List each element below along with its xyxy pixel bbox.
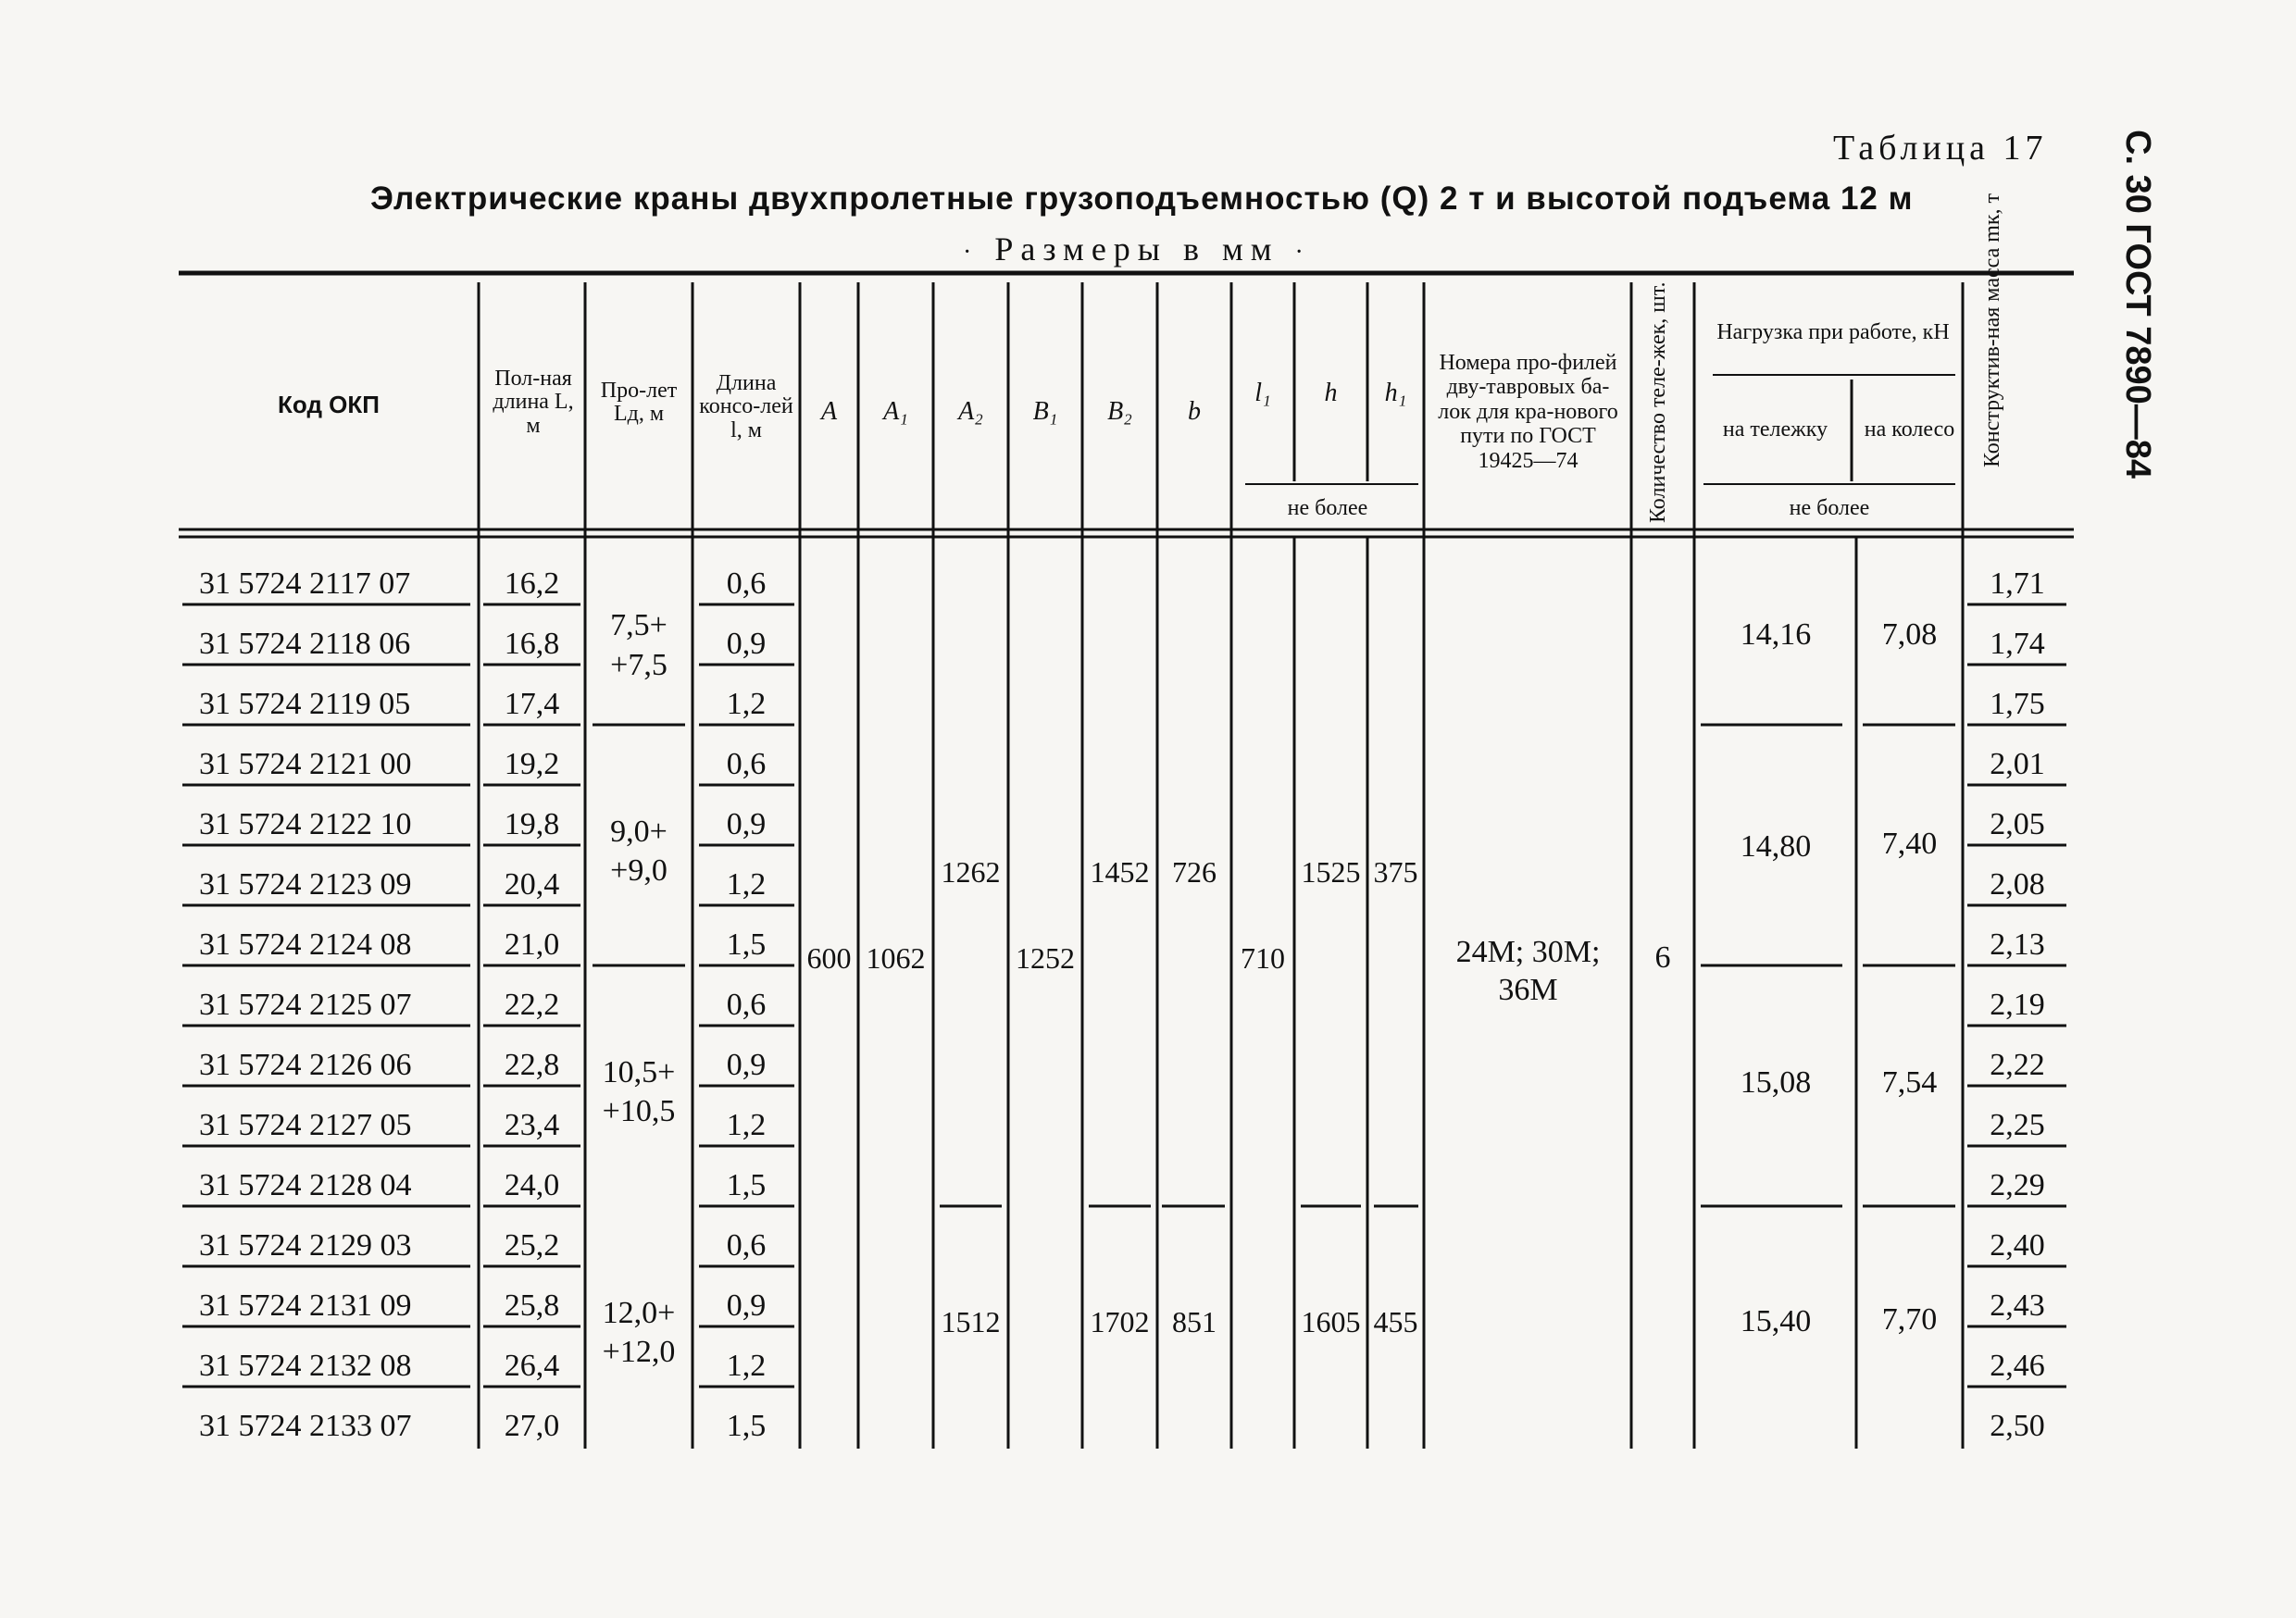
- row-console: 1,5: [726, 1409, 767, 1443]
- header-load-wheel: на колесо: [1864, 417, 1955, 442]
- span-group: 10,5+ +10,5: [602, 1054, 676, 1128]
- row-code: 31 5724 2127 05: [199, 1108, 412, 1142]
- row-mass: 2,22: [1990, 1048, 2045, 1082]
- row-full-length: 23,4: [504, 1108, 560, 1142]
- row-console: 1,5: [726, 927, 767, 962]
- header-not-more-2: не более: [1789, 496, 1870, 521]
- row-code: 31 5724 2124 08: [199, 927, 412, 962]
- row-console: 1,5: [726, 1168, 767, 1202]
- row-mass: 1,74: [1990, 627, 2045, 661]
- row-code: 31 5724 2121 00: [199, 747, 412, 781]
- row-mass: 2,43: [1990, 1288, 2045, 1323]
- row-full-length: 19,8: [504, 807, 560, 841]
- dim-h: 1605: [1301, 1305, 1361, 1338]
- row-full-length: 20,4: [504, 867, 560, 902]
- table-name: Таблица 17: [1833, 129, 2048, 168]
- row-full-length: 22,2: [504, 988, 560, 1022]
- dim-h1: 375: [1373, 855, 1418, 889]
- row-code: 31 5724 2123 09: [199, 867, 412, 902]
- trolley-count: 6: [1654, 940, 1671, 975]
- row-mass: 2,40: [1990, 1228, 2045, 1263]
- row-console: 0,6: [726, 988, 767, 1022]
- header-h1: h₁: [1384, 379, 1407, 408]
- row-full-length: 24,0: [504, 1168, 560, 1202]
- side-page-label: С. 30 ГОСТ 7890—84: [2118, 130, 2157, 479]
- header-profiles: Номера про-филей дву-тавровых ба-лок для кра-нового пути по ГОСТ 19425—74: [1438, 351, 1618, 473]
- row-full-length: 16,8: [504, 627, 560, 661]
- header-trolleys: Количество теле-жек, шт.: [1646, 281, 1670, 523]
- dim-l1: 710: [1241, 941, 1285, 975]
- row-console: 0,6: [726, 566, 767, 601]
- row-console: 0,6: [726, 747, 767, 781]
- row-full-length: 22,8: [504, 1048, 560, 1082]
- load-trolley: 15,40: [1740, 1303, 1812, 1338]
- dim-B1: 1252: [1016, 941, 1075, 975]
- row-console: 0,9: [726, 1048, 767, 1082]
- row-code: 31 5724 2128 04: [199, 1168, 412, 1202]
- row-full-length: 21,0: [504, 927, 560, 962]
- row-code: 31 5724 2125 07: [199, 988, 412, 1022]
- load-wheel: 7,08: [1881, 616, 1938, 652]
- row-mass: 2,05: [1990, 807, 2045, 841]
- row-code: 31 5724 2132 08: [199, 1349, 412, 1383]
- row-code: 31 5724 2117 07: [199, 566, 411, 601]
- row-full-length: 27,0: [504, 1409, 560, 1443]
- row-mass: 2,01: [1990, 747, 2045, 781]
- row-full-length: 25,8: [504, 1288, 560, 1323]
- header-A1: A₁: [883, 397, 908, 427]
- row-mass: 2,08: [1990, 867, 2045, 902]
- dim-A: 600: [806, 941, 852, 975]
- row-full-length: 17,4: [504, 687, 560, 721]
- load-wheel: 7,40: [1881, 826, 1938, 861]
- row-console: 1,2: [726, 687, 767, 721]
- load-trolley: 14,80: [1740, 828, 1812, 864]
- span-group: 12,0+ +12,0: [602, 1295, 676, 1369]
- row-console: 1,2: [726, 867, 767, 902]
- row-mass: 2,50: [1990, 1409, 2045, 1443]
- row-mass: 2,19: [1990, 988, 2045, 1022]
- dim-A2: 1262: [941, 855, 1001, 889]
- load-wheel: 7,70: [1881, 1301, 1938, 1337]
- row-mass: 1,75: [1990, 687, 2045, 721]
- header-console-length: Длина консо-лей l, м: [699, 371, 793, 442]
- row-full-length: 26,4: [504, 1349, 560, 1383]
- header-span: Про-лет Lд, м: [600, 378, 678, 426]
- load-wheel: 7,54: [1881, 1064, 1938, 1100]
- header-B1: B₁: [1032, 397, 1058, 427]
- row-code: 31 5724 2119 05: [199, 687, 411, 721]
- header-A2: A₂: [958, 397, 983, 427]
- dim-h: 1525: [1301, 855, 1361, 889]
- dim-b: 726: [1172, 855, 1217, 889]
- dim-b: 851: [1172, 1305, 1217, 1338]
- row-code: 31 5724 2118 06: [199, 627, 411, 661]
- span-group: 9,0+ +9,0: [610, 814, 668, 888]
- row-console: 0,6: [726, 1228, 767, 1263]
- row-code: 31 5724 2122 10: [199, 807, 412, 841]
- span-group: 7,5+ +7,5: [610, 608, 668, 682]
- table-title: Электрические краны двухпролетные грузоподъемностью (Q) 2 т и высотой подъема 12 м: [370, 180, 1914, 217]
- dim-B2: 1452: [1090, 855, 1150, 889]
- row-console: 1,2: [726, 1349, 767, 1383]
- header-b: b: [1188, 397, 1201, 427]
- header-full-length: Пол-ная длина L, м: [493, 367, 574, 438]
- row-console: 0,9: [726, 627, 767, 661]
- dim-A2: 1512: [941, 1305, 1001, 1338]
- row-mass: 2,13: [1990, 927, 2045, 962]
- row-console: 0,9: [726, 807, 767, 841]
- header-mass: Конструктив-ная масса mк, т: [1980, 193, 2004, 467]
- row-code: 31 5724 2131 09: [199, 1288, 412, 1323]
- row-mass: 1,71: [1990, 566, 2045, 601]
- row-full-length: 19,2: [504, 747, 560, 781]
- row-console: 1,2: [726, 1108, 767, 1142]
- header-h: h: [1324, 379, 1338, 408]
- dim-B2: 1702: [1090, 1305, 1150, 1338]
- row-code: 31 5724 2126 06: [199, 1048, 412, 1082]
- header-code: Код ОКП: [278, 390, 380, 418]
- row-mass: 2,46: [1990, 1349, 2045, 1383]
- row-full-length: 16,2: [504, 566, 560, 601]
- row-full-length: 25,2: [504, 1228, 560, 1263]
- row-mass: 2,29: [1990, 1168, 2045, 1202]
- row-mass: 2,25: [1990, 1108, 2045, 1142]
- row-console: 0,9: [726, 1288, 767, 1323]
- dim-A1: 1062: [866, 941, 926, 975]
- row-code: 31 5724 2129 03: [199, 1228, 412, 1263]
- header-A: A: [820, 397, 838, 427]
- header-not-more-1: не более: [1287, 496, 1368, 521]
- header-load-trolley: на тележку: [1722, 417, 1828, 442]
- load-trolley: 15,08: [1740, 1064, 1812, 1100]
- load-trolley: 14,16: [1740, 616, 1812, 652]
- crane-rail-profiles: 24М; 30М; 36М: [1455, 935, 1601, 1007]
- header-l1: l₁: [1254, 379, 1271, 408]
- row-code: 31 5724 2133 07: [199, 1409, 412, 1443]
- header-B2: B₂: [1107, 397, 1132, 427]
- units-caption: · Размеры в мм ·: [963, 230, 1311, 268]
- units-label: Размеры в мм: [994, 230, 1279, 268]
- dim-h1: 455: [1373, 1305, 1418, 1338]
- header-load: Нагрузка при работе, кН: [1716, 320, 1950, 345]
